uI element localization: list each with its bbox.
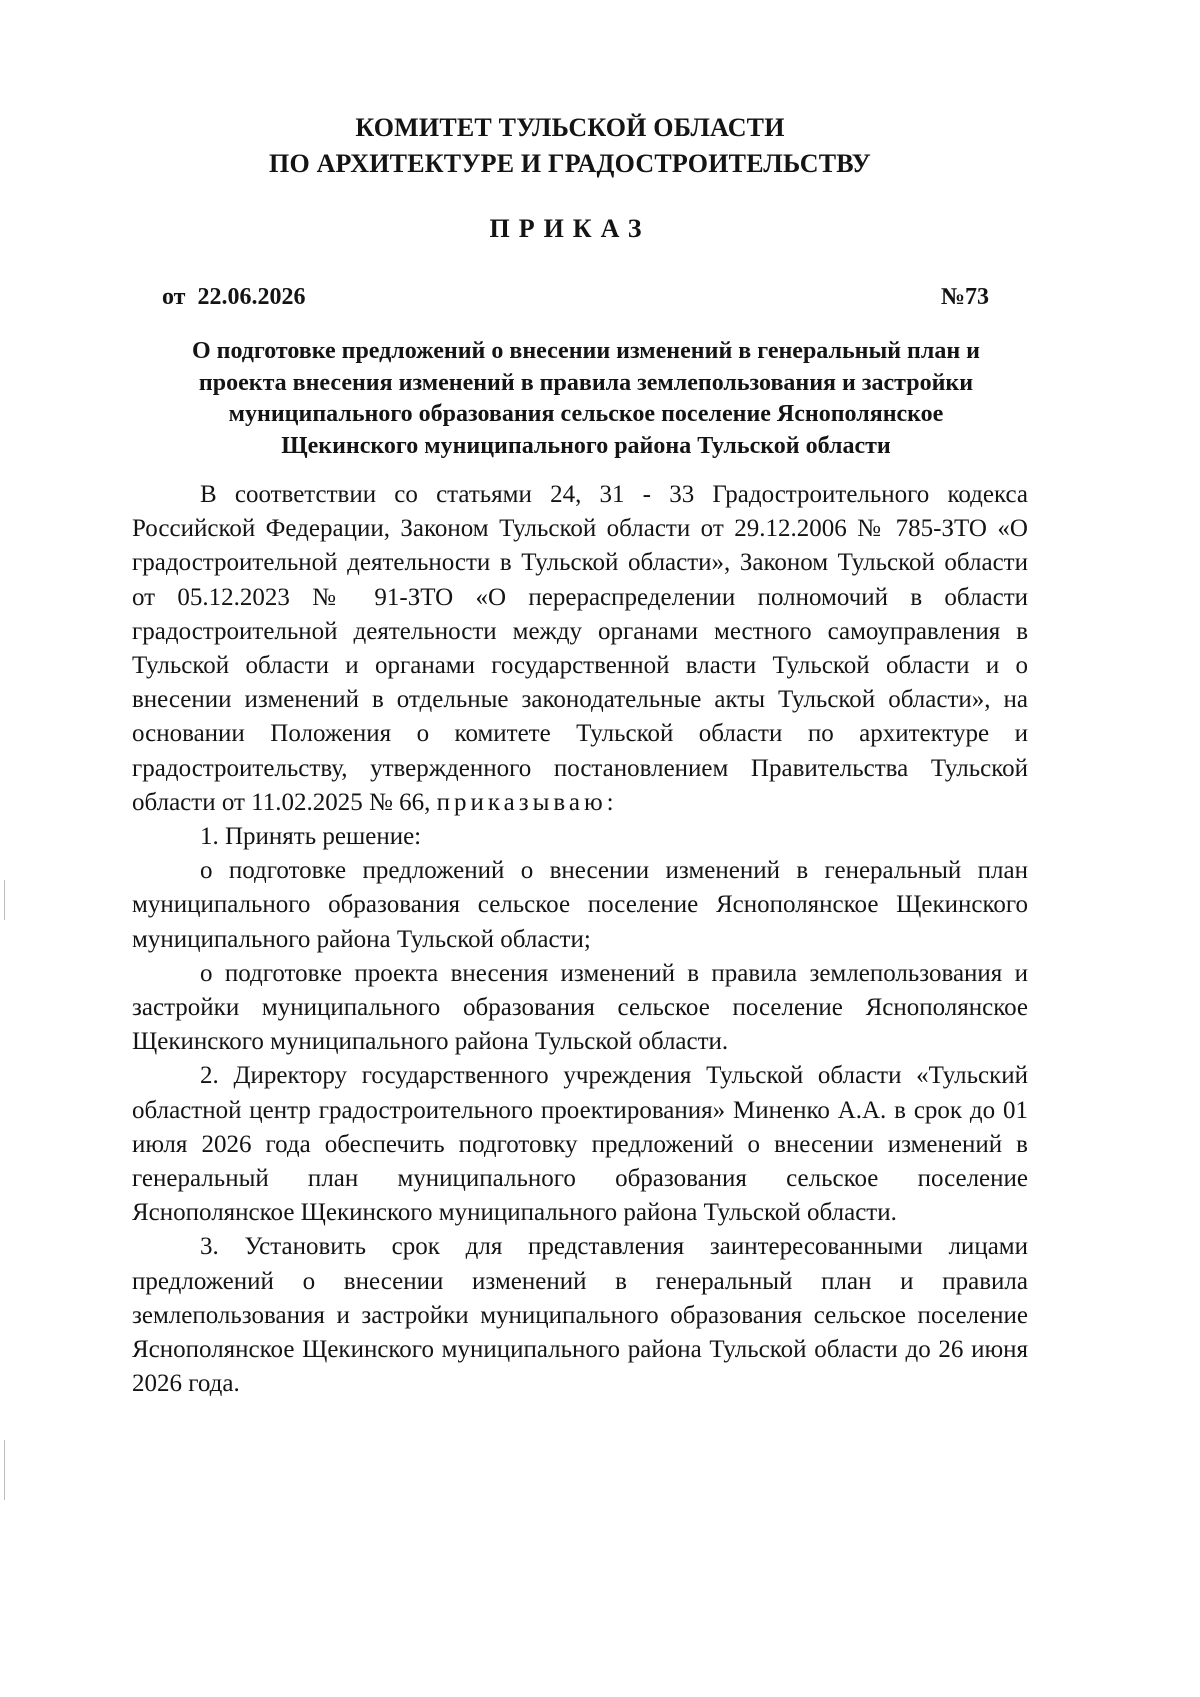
item-1-decision-a: о подготовке предложений о внесении изменений в генеральный план муниципального образования сельское поселение Яснополянское Щекинского муниципального района Тульской области; <box>132 857 1028 953</box>
date-prefix: от <box>162 284 186 310</box>
order-word: приказываю: <box>436 788 618 816</box>
item-1-title: 1. Принять решение: <box>200 823 422 851</box>
item-3-paragraph: 3. Установить срок для представления заинтересованными лицами предложений о внесении изменений в генеральный план и правила землепользования и застройки муниципального образования сельское поселение Яснополянское Щекинского муниципального района Тульской области до 26 июня 2026 года. <box>132 1233 1028 1398</box>
document-body <box>132 478 1028 1401</box>
subject-line-4: Щекинского муниципального района Тульской области <box>281 432 891 459</box>
preamble-text: В соответствии со статьями 24, 31 - 33 Градостроительного кодекса Российской Федерации, Законом Тульской области от 29.12.2006 № 785-ЗТО «О градостроительной деятельности в Тульской области», Законом Тульской области от 05.12.2023 № 91-ЗТО «О перераспределении полномочий в области градостроительной деятельности между органами местного самоуправления в Тульской области и органами государственной власти Тульской области и о внесении изменений в отдельные законодательные акты Тульской области», на основании Положения о комитете Тульской области по архитектуре и градостроительству, утвержденного постановлением Правительства Тульской области от 11.02.2025 № 66, <box>132 481 1028 816</box>
item-2-paragraph: 2. Директору государственного учреждения Тульской области «Тульский областной центр градостроительного проектирования» Миненко А.А. в срок до 01 июля 2026 года обеспечить подготовку предложений о внесении изменений в генеральный план муниципального образования сельское поселение Яснополянское Щекинского муниципального района Тульской области. <box>132 1062 1028 1227</box>
date-value: 22.06.2026 <box>197 284 306 310</box>
document-type-title: ПРИКАЗ <box>489 214 651 243</box>
document-subject <box>130 336 1042 462</box>
scan-margin-mark <box>4 1440 5 1500</box>
organization-header <box>0 110 1140 182</box>
subject-line-2: проекта внесения изменений в правила землепользования и застройки <box>198 369 974 396</box>
item-1-decision-b: о подготовке проекта внесения изменений в правила землепользования и застройки муниципального образования сельское поселение Яснополянское Щекинского муниципального района Тульской области. <box>132 959 1028 1056</box>
document-number: №73 <box>940 284 989 310</box>
subject-line-1: О подготовке предложений о внесении изменений в генеральный план и <box>191 338 981 364</box>
scan-margin-mark <box>4 880 5 920</box>
organization-name-line-2: ПО АРХИТЕКТУРЕ И ГРАДОСТРОИТЕЛЬСТВУ <box>269 149 871 178</box>
subject-line-3: муниципального образования сельское поселение Яснополянское <box>228 401 944 427</box>
organization-name-line-1: КОМИТЕТ ТУЛЬСКОЙ ОБЛАСТИ <box>355 113 785 142</box>
preamble-paragraph <box>132 478 1028 820</box>
document-date <box>162 280 305 314</box>
